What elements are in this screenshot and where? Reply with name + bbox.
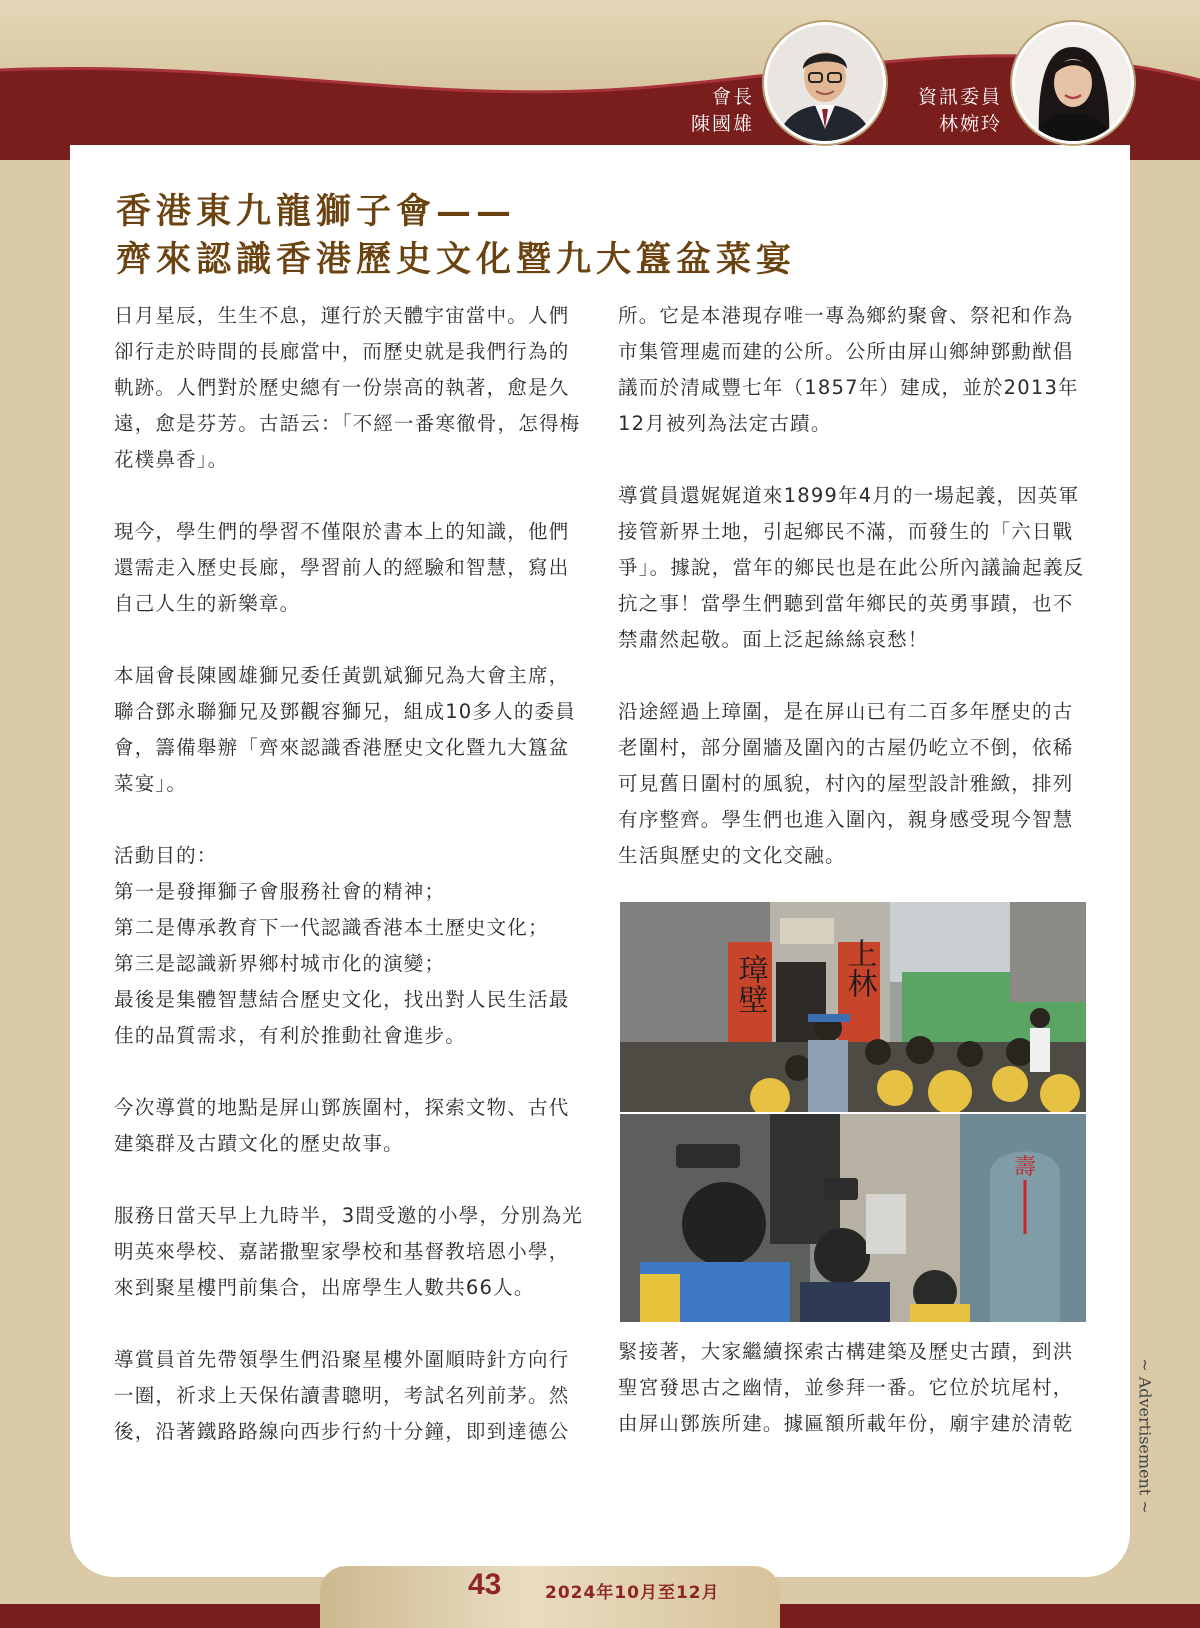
officer-credit [880,84,1002,138]
president-credit [660,84,754,138]
plaque-left-text: 璋壁 [732,954,768,1014]
title-line-1: 香港東九龍獅子會—— [116,191,517,232]
advertisement-side-label: ~ Advertisement ~ [1135,1358,1155,1514]
paragraph: 沿途經過上璋圍，是在屏山已有二百多年歷史的古老圍村，部分圍牆及圍內的古屋仍屹立不倒，依稀可見舊日圍村的風貌，村內的屋型設計雅緻，排列有序整齊。學生們也進入圍內，親身感受現今智慧生活與歷史的文化交融。 [618,700,1074,867]
right-column [618,298,1088,874]
paragraph: 日月星辰，生生不息，運行於天體宇宙當中。人們卻行走於時間的長廊當中，而歷史就是我們行為的軌跡。人們對於歷史總有一份崇高的執著，愈是久遠，愈是芬芳。古語云：「不經一番寒徹骨，怎得梅花樸鼻香」。 [114,304,581,471]
paragraph: 所。它是本港現存唯一專為鄉約聚會、祭祀和作為市集管理處而建的公所。公所由屏山鄉紳鄧勳猷倡議而於清咸豐七年（1857年）建成，並於2013年12月被列為法定古蹟。 [618,304,1079,435]
title-line-2: 齊來認識香港歷史文化暨九大簋盆菜宴 [116,239,797,280]
left-column [114,298,584,1450]
paragraph: 本屆會長陳國雄獅兄委任黃凱斌獅兄為大會主席，聯合鄧永聯獅兄及鄧觀容獅兄，組成10多人的委員會，籌備舉辦「齊來認識香港歷史文化暨九大簋盆菜宴」。 [114,664,576,795]
officer-role: 資訊委員 [917,86,1002,108]
objective-item: 第三是認識新界鄉村城市化的演變； [114,952,446,975]
president-role: 會長 [711,86,754,108]
issue-date: 2024年10月至12月 [545,1583,720,1603]
article-title [116,188,796,284]
paragraph: 服務日當天早上九時半，3間受邀的小學，分別為光明英來學校、嘉諾撒聖家學校和基督教培恩小學，來到聚星樓門前集合，出席學生人數共66人。 [114,1204,584,1299]
paragraph: 現今，學生們的學習不僅限於書本上的知識，他們還需走入歷史長廊，學習前人的經驗和智慧，寫出自己人生的新樂章。 [114,520,570,615]
right-column-bottom [618,1334,1088,1442]
photo-village-gate [620,902,1086,1112]
officer-avatar [1012,22,1134,144]
page-number: 43 [468,1568,502,1601]
paragraph: 今次導賞的地點是屏山鄧族圍村，探索文物、古代建築群及古蹟文化的歷史故事。 [114,1096,570,1155]
door-charm-text: 壽 [1013,1155,1037,1180]
paragraph: 導賞員首先帶領學生們沿聚星樓外圍順時針方向行一圈，祈求上天保佑讀書聰明，考試名列前茅。然後，沿著鐵路路線向西步行約十分鐘，即到達德公 [114,1348,570,1443]
plaque-right-text: 上林 [841,938,877,998]
objective-item: 第一是發揮獅子會服務社會的精神； [114,880,446,903]
objectives-heading: 活動目的： [114,844,218,867]
objective-item: 第二是傳承教育下一代認識香港本土歷史文化； [114,916,549,939]
paragraph: 緊接著，大家繼續探索古構建築及歷史古蹟，到洪聖宮發思古之幽情，並參拜一番。它位於坑尾村，由屏山鄧族所建。據匾額所載年份，廟宇建於清乾 [618,1340,1074,1435]
paragraph: 導賞員還娓娓道來1899年4月的一場起義，因英軍接管新界土地，引起鄉民不滿，而發生的「六日戰爭」。據說，當年的鄉民也是在此公所內議論起義反抗之事！當學生們聽到當年鄉民的英勇事蹟，也不禁肅然起敬。面上泛起絲絲哀愁！ [618,484,1085,651]
photo-alley [620,1114,1086,1322]
president-name: 陳國雄 [690,113,754,135]
president-avatar [764,22,886,144]
officer-name: 林婉玲 [938,113,1002,135]
objective-item: 最後是集體智慧結合歷史文化，找出對人民生活最佳的品質需求，有利於推動社會進步。 [114,988,570,1047]
